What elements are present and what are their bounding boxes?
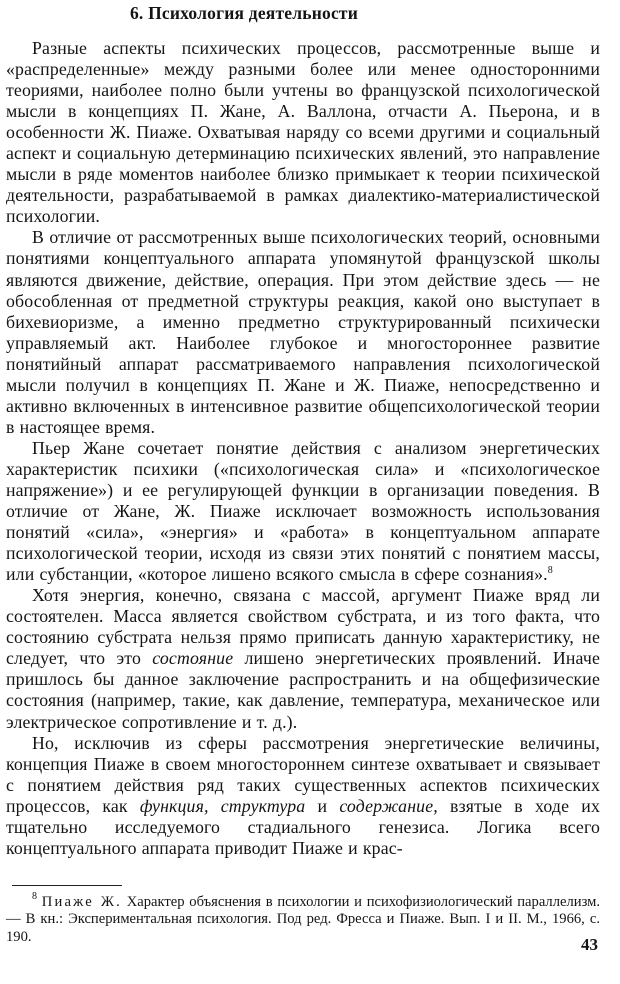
paragraph-4 bbox=[6, 585, 600, 732]
emphasis-content: содержание, bbox=[339, 795, 438, 816]
paragraph-5-text-end: взятые в ходе их тщательно исследуемого стадиального генезиса. Логика всего концептуального аппарата приводит Пиаже и крас- bbox=[6, 795, 601, 858]
emphasis-state: состояние bbox=[152, 648, 234, 669]
paragraph-5-text-start: Но, исключив из сферы рассмотрения энергетические величины, концепция Пиаже в своем многостороннем синтезе охватывает и связывает с понятием действия ряд таких существенных аспектов психических процессов, как bbox=[6, 732, 600, 816]
paragraph-3-text: Пьер Жане сочетает понятие действия с анализом энергетических характеристик психики («психологическая сила» и «психологическое напряжение») и ее регулирующей функции в организации поведения. В отличие от Жане, Ж. Пиаже исключает возможность использования понятий «сила», «энергия» и «работа» в концептуальном аппарате психологической теории, исходя из связи этих понятий с понятием массы, или субстанции, «которое лишено всякого смысла в сфере сознания». bbox=[6, 437, 600, 585]
footnote-reference[interactable]: 8 bbox=[547, 565, 553, 577]
footnote-divider bbox=[12, 885, 122, 886]
emphasis-function-structure: функция, структура bbox=[139, 795, 306, 816]
paragraph-3 bbox=[6, 438, 600, 585]
page-number: 43 bbox=[581, 935, 598, 954]
paragraph-4-text-end: лишено энергетических проявлений. Иначе пришлось бы данное заключение распространить и на общефизические состояния (например, такие, как давление, температура, механическое или электрическое сопротивление и т. д.). bbox=[6, 648, 600, 732]
section-heading: 6. Психология деятельности bbox=[129, 3, 358, 23]
paragraph-5-conjunction: и bbox=[305, 795, 340, 816]
paragraph-1: Разные аспекты психических процессов, рассмотренные выше и «распределенные» между разными более или менее односторонними теориями, наиболее полно были учтены во французской психологической мысли в концепциях П. Жане, А. Валлона, отчасти А. Пьерона, и в особенности Ж. Пиаже. Охватывая наряду со всеми другими и социальный аспект и социальную детерминацию психических явлений, это направление мысли в ряде моментов наиболее близко примыкает к теории психической деятельности, разрабатываемой в рамках диалектико-материалистической психологии. bbox=[6, 38, 600, 227]
footnote-text: Характер объяснения в психологии и психофизиологический параллелизм. — В кн.: Экспериментальная психология. Под ред. Фресса и Пиаже. Вып. I и II. М., 1966, с. 190. bbox=[6, 893, 601, 946]
paragraph-5 bbox=[6, 733, 600, 859]
footnote-author: Пиаже Ж. bbox=[41, 893, 122, 910]
footnote bbox=[6, 890, 601, 947]
footnote-marker: 8 bbox=[32, 890, 37, 902]
paragraph-4-text-start: Хотя энергия, конечно, связана с массой, аргумент Пиаже вряд ли состоятелен. Масса является свойством субстрата, и из того факта, что состоянию субстрата нельзя прямо приписать данную характеристику, не следует, что это bbox=[6, 585, 600, 669]
paragraph-2: В отличие от рассмотренных выше психологических теорий, основными понятиями концептуального аппарата упомянутой французской школы являются движение, действие, операция. При этом действие здесь — не обособленная от предметной структуры реакция, какой оно выступает в бихевиоризме, а именно предметно структурированный психически управляемый акт. Наиболее глубокое и многостороннее развитие понятийный аппарат рассматриваемого направления психологической мысли получил в концепциях П. Жане и Ж. Пиаже, непосредственно и активно включенных в интенсивное развитие общепсихологической теории в настоящее время. bbox=[6, 227, 600, 437]
